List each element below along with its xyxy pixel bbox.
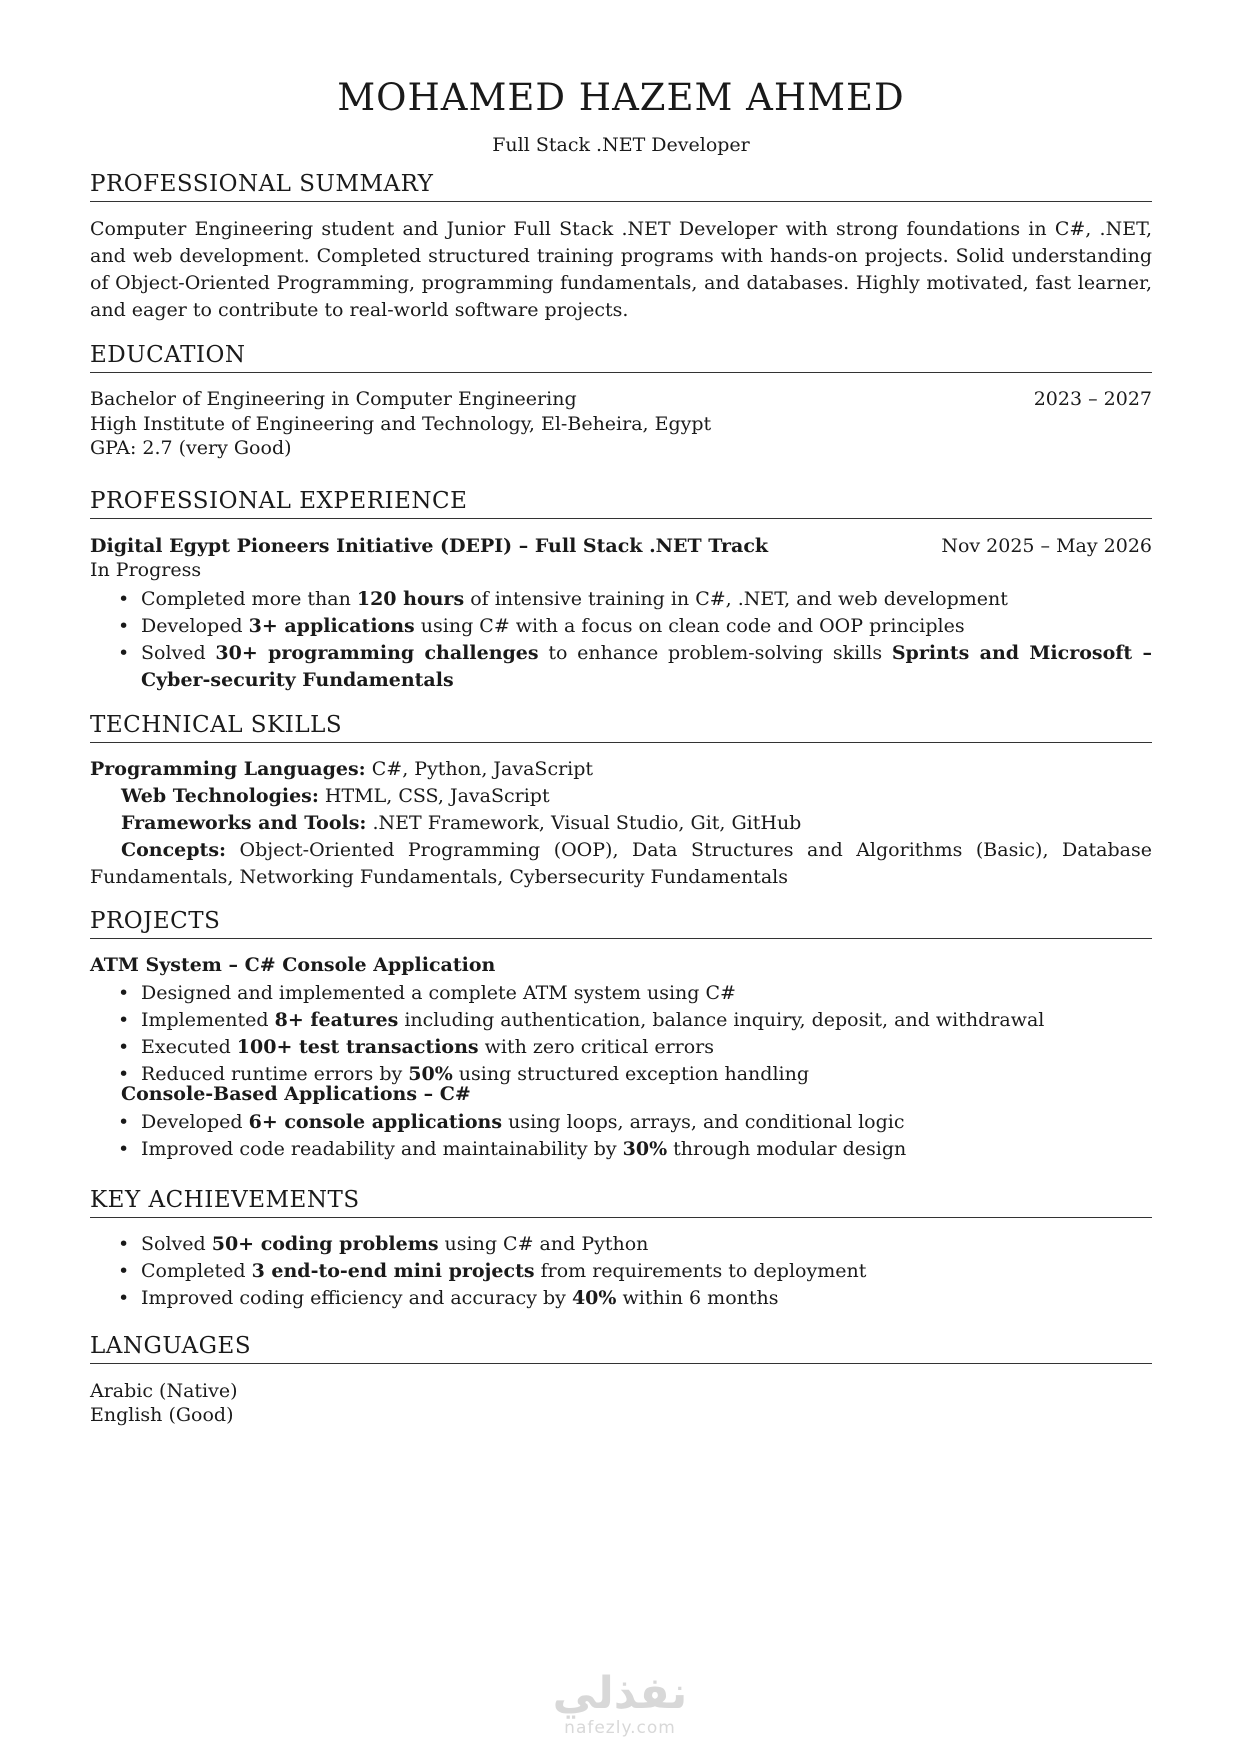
project-console-bullet-list bbox=[118, 1109, 1152, 1163]
list-item bbox=[118, 1231, 1152, 1258]
skill-value: .NET Framework, Visual Studio, Git, GitHub bbox=[366, 812, 802, 834]
text: Developed bbox=[141, 615, 249, 637]
section-heading-experience: PROFESSIONAL EXPERIENCE bbox=[90, 488, 1152, 519]
text: using structured exception handling bbox=[452, 1063, 810, 1085]
list-item bbox=[118, 1007, 1152, 1034]
skill-value: HTML, CSS, JavaScript bbox=[318, 785, 550, 807]
highlight: 8+ features bbox=[274, 1009, 399, 1031]
skill-label: Web Technologies: bbox=[121, 785, 319, 807]
text: Reduced runtime errors by bbox=[141, 1063, 409, 1085]
highlight: 50% bbox=[408, 1063, 453, 1085]
skill-label: Frameworks and Tools: bbox=[121, 812, 367, 834]
list-item bbox=[118, 586, 1152, 613]
summary-text: Computer Engineering student and Junior Full Stack .NET Developer with strong foundations in C#, .NET, and web development. Completed structured training programs with hands-on projects. Solid understanding of Object-Oriented Programming, programming fundamentals, and databases. Highly motivated, fast learner, and eager to contribute to real-world software projects. bbox=[90, 218, 1152, 321]
experience-dates: Nov 2025 – May 2026 bbox=[941, 535, 1152, 557]
highlight: 30% bbox=[622, 1138, 668, 1160]
text: Solved bbox=[141, 1233, 212, 1255]
section-heading-summary: PROFESSIONAL SUMMARY bbox=[90, 171, 1152, 202]
list-item bbox=[118, 1258, 1152, 1285]
list-item bbox=[118, 1285, 1152, 1312]
highlight: 6+ console applications bbox=[248, 1111, 503, 1133]
candidate-title: Full Stack .NET Developer bbox=[492, 134, 750, 156]
candidate-name: MOHAMED HAZEM AHMED bbox=[337, 76, 905, 119]
list-item bbox=[118, 1109, 1152, 1136]
skill-row bbox=[90, 810, 1152, 837]
text: Developed bbox=[141, 1111, 249, 1133]
language-item: Arabic (Native) bbox=[90, 1380, 238, 1402]
skills-block bbox=[90, 756, 1152, 891]
watermark-logo bbox=[540, 1670, 700, 1738]
list-item bbox=[118, 613, 1152, 640]
text: using loops, arrays, and conditional logic bbox=[502, 1111, 905, 1133]
list-item bbox=[118, 1136, 1152, 1163]
skill-row bbox=[90, 837, 1152, 891]
text: of intensive training in C#, .NET, and web development bbox=[464, 588, 1008, 610]
education-degree-row bbox=[90, 386, 1152, 413]
skill-row bbox=[90, 756, 1152, 783]
text: Implemented bbox=[141, 1009, 275, 1031]
highlight: 120 hours bbox=[356, 588, 465, 610]
skill-value: C#, Python, JavaScript bbox=[365, 758, 594, 780]
watermark-url: nafezly.com bbox=[564, 1718, 676, 1738]
section-heading-achievements: KEY ACHIEVEMENTS bbox=[90, 1187, 1152, 1218]
text: within 6 months bbox=[616, 1287, 779, 1309]
section-heading-skills: TECHNICAL SKILLS bbox=[90, 712, 1152, 743]
text: Designed and implemented a complete ATM system using C# bbox=[141, 982, 736, 1004]
text: Improved coding efficiency and accuracy by bbox=[141, 1287, 572, 1309]
text: Completed more than bbox=[141, 588, 357, 610]
project-title-atm: ATM System – C# Console Application bbox=[90, 954, 496, 976]
highlight: 50+ coding problems bbox=[211, 1233, 439, 1255]
achievements-bullet-list bbox=[118, 1231, 1152, 1312]
highlight: 30+ programming challenges bbox=[215, 642, 539, 664]
skill-label: Concepts: bbox=[121, 839, 227, 861]
education-degree: Bachelor of Engineering in Computer Engineering bbox=[90, 388, 577, 410]
text: Improved code readability and maintainability by bbox=[141, 1138, 623, 1160]
section-heading-projects: PROJECTS bbox=[90, 908, 1152, 939]
experience-role: Digital Egypt Pioneers Initiative (DEPI) – Full Stack .NET Track bbox=[90, 535, 769, 557]
text: with zero critical errors bbox=[478, 1036, 715, 1058]
text: using C# and Python bbox=[438, 1233, 649, 1255]
section-heading-education: EDUCATION bbox=[90, 342, 1152, 373]
text: to enhance problem-solving skills bbox=[538, 642, 892, 664]
skill-label: Programming Languages: bbox=[90, 758, 366, 780]
highlight: 3+ applications bbox=[248, 615, 415, 637]
text: through modular design bbox=[667, 1138, 907, 1160]
skill-value: Object-Oriented Programming (OOP), Data Structures and Algorithms (Basic), Database Fundamentals, Networking Fundamentals, Cybersecurity Fundamentals bbox=[90, 839, 1152, 888]
text: Completed bbox=[141, 1260, 252, 1282]
highlight: 3 end-to-end mini projects bbox=[251, 1260, 535, 1282]
list-item bbox=[118, 640, 1152, 694]
project-atm-bullet-list bbox=[118, 980, 1152, 1088]
experience-role-row bbox=[90, 533, 1152, 560]
highlight: Sprints and Microsoft – Cyber-security Fundamentals bbox=[141, 642, 1153, 691]
text: Executed bbox=[141, 1036, 237, 1058]
education-gpa: GPA: 2.7 (very Good) bbox=[90, 437, 292, 459]
text: using C# with a focus on clean code and OOP principles bbox=[414, 615, 965, 637]
project-title-console: Console-Based Applications – C# bbox=[121, 1083, 471, 1105]
list-item bbox=[118, 1034, 1152, 1061]
text: Solved bbox=[141, 642, 216, 664]
experience-status: In Progress bbox=[90, 559, 202, 581]
education-dates: 2023 – 2027 bbox=[1033, 388, 1152, 410]
education-institution: High Institute of Engineering and Technology, El-Beheira, Egypt bbox=[90, 413, 712, 435]
skill-row bbox=[90, 783, 1152, 810]
highlight: 40% bbox=[571, 1287, 617, 1309]
text: from requirements to deployment bbox=[534, 1260, 867, 1282]
section-heading-languages: LANGUAGES bbox=[90, 1333, 1152, 1364]
list-item bbox=[118, 980, 1152, 1007]
language-item: English (Good) bbox=[90, 1404, 234, 1426]
watermark-arabic: نفذلي bbox=[552, 1668, 688, 1719]
experience-bullet-list bbox=[118, 586, 1152, 694]
resume-page bbox=[90, 0, 1152, 1754]
text: including authentication, balance inquiry, deposit, and withdrawal bbox=[398, 1009, 1045, 1031]
highlight: 100+ test transactions bbox=[236, 1036, 479, 1058]
